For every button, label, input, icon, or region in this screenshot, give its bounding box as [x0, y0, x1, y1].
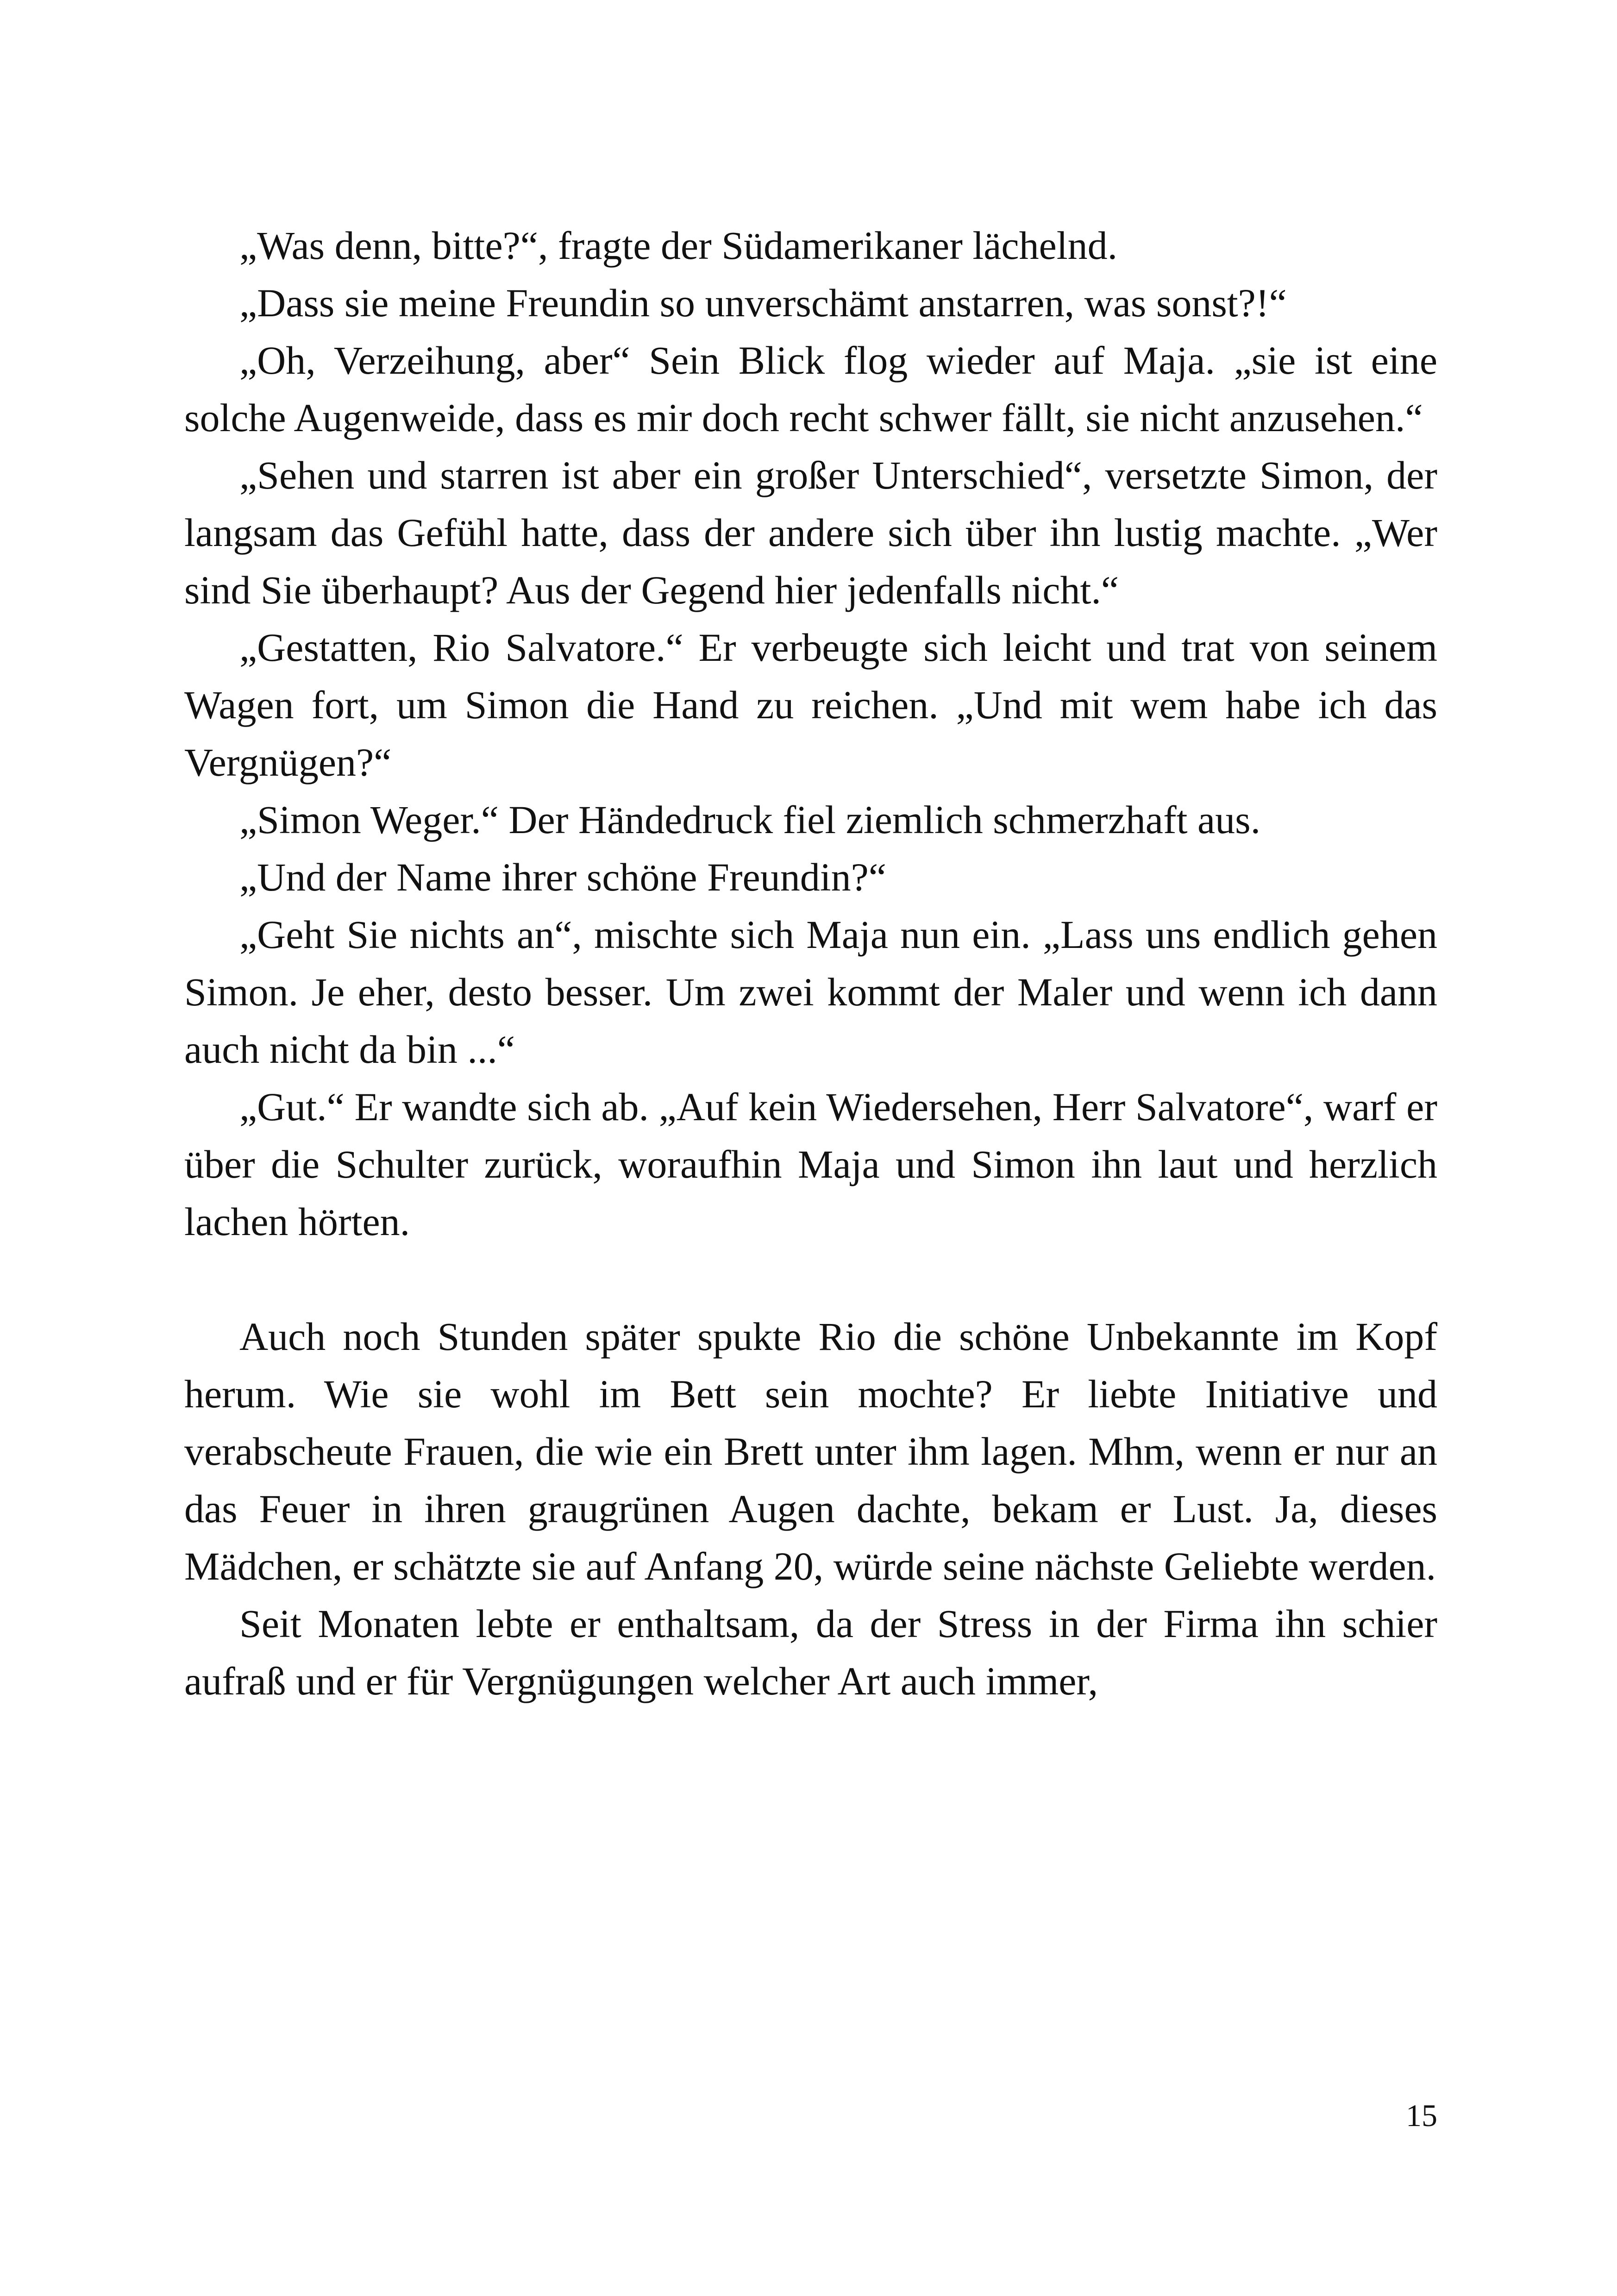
- paragraph-10: Auch noch Stunden später spukte Rio die schöne Unbekannte im Kopf herum. Wie sie wohl im Bett sein mochte? Er liebte Initiative und verabscheute Frauen, die wie ein Brett unter ihm lagen. Mhm, wenn er nur an das Feuer in ihren graugrünen Augen dachte, bekam er Lust. Ja, dieses Mädchen, er schätzte sie auf Anfang 20, würde seine nächste Geliebte werden.: [184, 1314, 1437, 1588]
- paragraph-4: „Sehen und starren ist aber ein großer Unterschied“, versetzte Simon, der langsam das Gefühl hatte, dass der andere sich über ihn lustig machte. „Wer sind Sie überhaupt? Aus der Gegend hier jedenfalls nicht.“: [184, 453, 1437, 612]
- paragraph-3: „Oh, Verzeihung, aber“ Sein Blick flog wieder auf Maja. „sie ist eine solche Augenweide, dass es mir doch recht schwer fällt, sie nicht anzusehen.“: [184, 338, 1437, 440]
- paragraph-7: „Und der Name ihrer schöne Freundin?“: [239, 855, 886, 899]
- paragraph-5: „Gestatten, Rio Salvatore.“ Er verbeugte sich leicht und trat von seinem Wagen fort, um Simon die Hand zu reichen. „Und mit wem habe ich das Vergnügen?“: [184, 625, 1437, 784]
- paragraph-2: „Dass sie meine Freundin so unverschämt anstarren, was sonst?!“: [239, 281, 1287, 325]
- paragraph-6: „Simon Weger.“ Der Händedruck fiel ziemlich schmerzhaft aus.: [239, 797, 1261, 842]
- paragraph-9: „Gut.“ Er wandte sich ab. „Auf kein Wiedersehen, Herr Salvatore“, warf er über die Schulter zurück, woraufhin Maja und Simon ihn laut und herzlich lachen hörten.: [184, 1085, 1437, 1244]
- paragraph-11: Seit Monaten lebte er enthaltsam, da der Stress in der Firma ihn schier aufraß und er für Vergnügungen welcher Art auch immer,: [184, 1601, 1437, 1703]
- body-text: [184, 217, 1437, 1710]
- paragraph-8: „Geht Sie nichts an“, mischte sich Maja nun ein. „Lass uns endlich gehen Simon. Je eher, desto besser. Um zwei kommt der Maler und wenn ich dann auch nicht da bin ...“: [184, 912, 1437, 1072]
- paragraph-1: „Was denn, bitte?“, fragte der Südamerikaner lächelnd.: [239, 223, 1118, 268]
- page-number: 15: [1406, 2098, 1437, 2133]
